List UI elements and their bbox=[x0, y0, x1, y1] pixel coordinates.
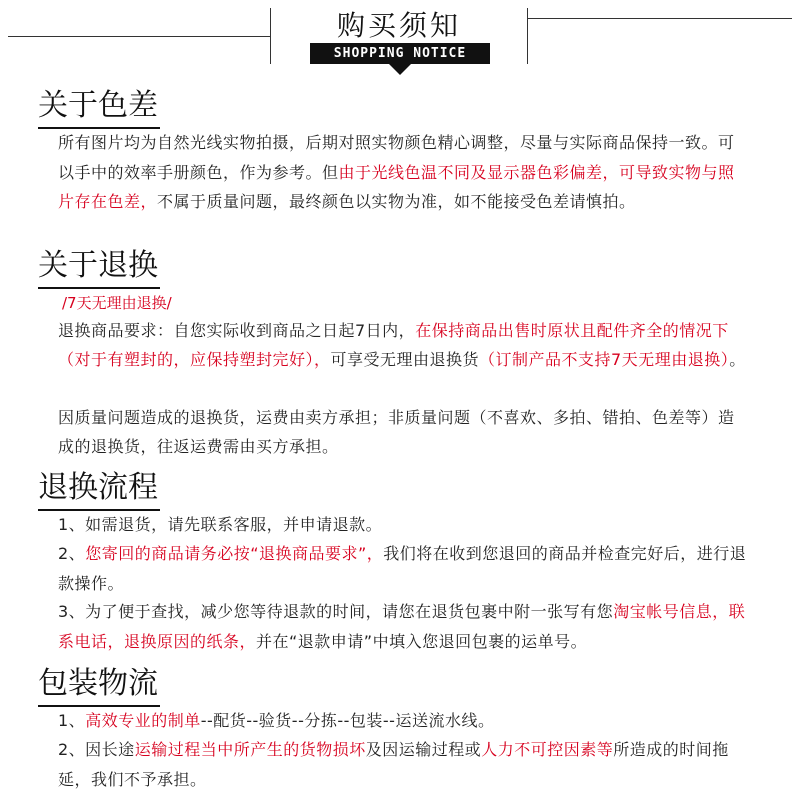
page-title: 购买须知 bbox=[336, 9, 461, 42]
process-step-2-number: 2、 bbox=[58, 544, 86, 563]
logistics-item-2-text-3: 所造成的时间拖延，我们不予承担。 bbox=[58, 740, 729, 789]
returns-req-text-3: 。 bbox=[729, 350, 746, 369]
process-step-3-text: 3、为了便于查找，减少您等待退款的时间，请您在退货包裹中附一张写有您 bbox=[58, 602, 614, 621]
process-step-2-text: 我们将在收到您退回的商品并检查完好后，进行退款操作。 bbox=[58, 544, 747, 593]
subtitle-badge: SHOPPING NOTICE bbox=[310, 43, 490, 64]
section-title-logistics: 包装物流 bbox=[38, 666, 158, 701]
process-step-3-highlight: 淘宝帐号信息，联系电话，退换原因的纸条， bbox=[58, 602, 746, 651]
returns-requirements-paragraph bbox=[58, 316, 748, 374]
section-title-process: 退换流程 bbox=[38, 470, 158, 505]
logistics-item-2-highlight: 运输过程当中所产生的货物损坏 bbox=[134, 740, 366, 759]
header-divider-left bbox=[8, 36, 270, 37]
color-diff-paragraph bbox=[58, 128, 748, 217]
returns-policy-tag: /7天无理由退换/ bbox=[62, 294, 172, 312]
process-step-3 bbox=[58, 597, 748, 656]
logistics-item-1-number: 1、 bbox=[58, 711, 86, 730]
header-divider-right bbox=[528, 18, 792, 19]
process-step-3-text-2: 并在“退款申请”中填入您退回包裹的运单号。 bbox=[256, 631, 588, 651]
logistics-item-2-text-2: 及因运输过程或 bbox=[365, 740, 482, 759]
logistics-item-2-highlight-2: 人力不可控因素等 bbox=[481, 740, 614, 759]
logistics-item-2 bbox=[58, 735, 748, 794]
logistics-item-1-highlight: 高效专业的制单 bbox=[85, 711, 201, 730]
returns-req-highlight: 在保持商品出售时原状且配件齐全的情况下（对于有塑封的，应保持塑封完好）， bbox=[58, 321, 729, 369]
process-step-1: 1、如需退货，请先联系客服，并申请退款。 bbox=[58, 515, 383, 534]
logistics-item-1 bbox=[58, 706, 748, 736]
badge-arrow-icon bbox=[389, 64, 411, 75]
color-diff-text-end: 不属于质量问题，最终颜色以实物为准，如不能接受色差请慎拍。 bbox=[157, 192, 636, 211]
section-title-returns: 关于退换 bbox=[38, 248, 158, 283]
process-step-2-highlight: 您寄回的商品请务必按“退换商品要求”， bbox=[85, 544, 384, 563]
returns-req-text: 退换商品要求：自您实际收到商品之日起7日内， bbox=[58, 321, 416, 340]
section-title-color-diff: 关于色差 bbox=[38, 88, 158, 123]
returns-req-highlight-2: （订制产品不支持7天无理由退换） bbox=[479, 350, 730, 369]
returns-req-text-2: 可享受无理由退换货 bbox=[330, 350, 480, 369]
logistics-item-1-text: --配货--验货--分拣--包装--运送流水线。 bbox=[200, 711, 495, 730]
returns-shipping-paragraph: 因质量问题造成的退换货，运费由卖方承担；非质量问题（不喜欢、多拍、错拍、色差等）造成的退换货，往返运费需由买方承担。 bbox=[58, 408, 735, 456]
color-diff-text: 所有图片均为自然光线实物拍摄，后期对照实物颜色精心调整，尽量与实际商品保持一致。可以手中的效率手册颜色，作为参考。但 bbox=[58, 133, 735, 182]
color-diff-highlight: 由于光线色温不同及显示器色彩偏差，可导致实物与照片存在色差， bbox=[58, 162, 735, 211]
logistics-item-2-text: 2、因长途 bbox=[58, 740, 135, 759]
process-step-2 bbox=[58, 539, 748, 598]
notice-header bbox=[0, 0, 800, 80]
